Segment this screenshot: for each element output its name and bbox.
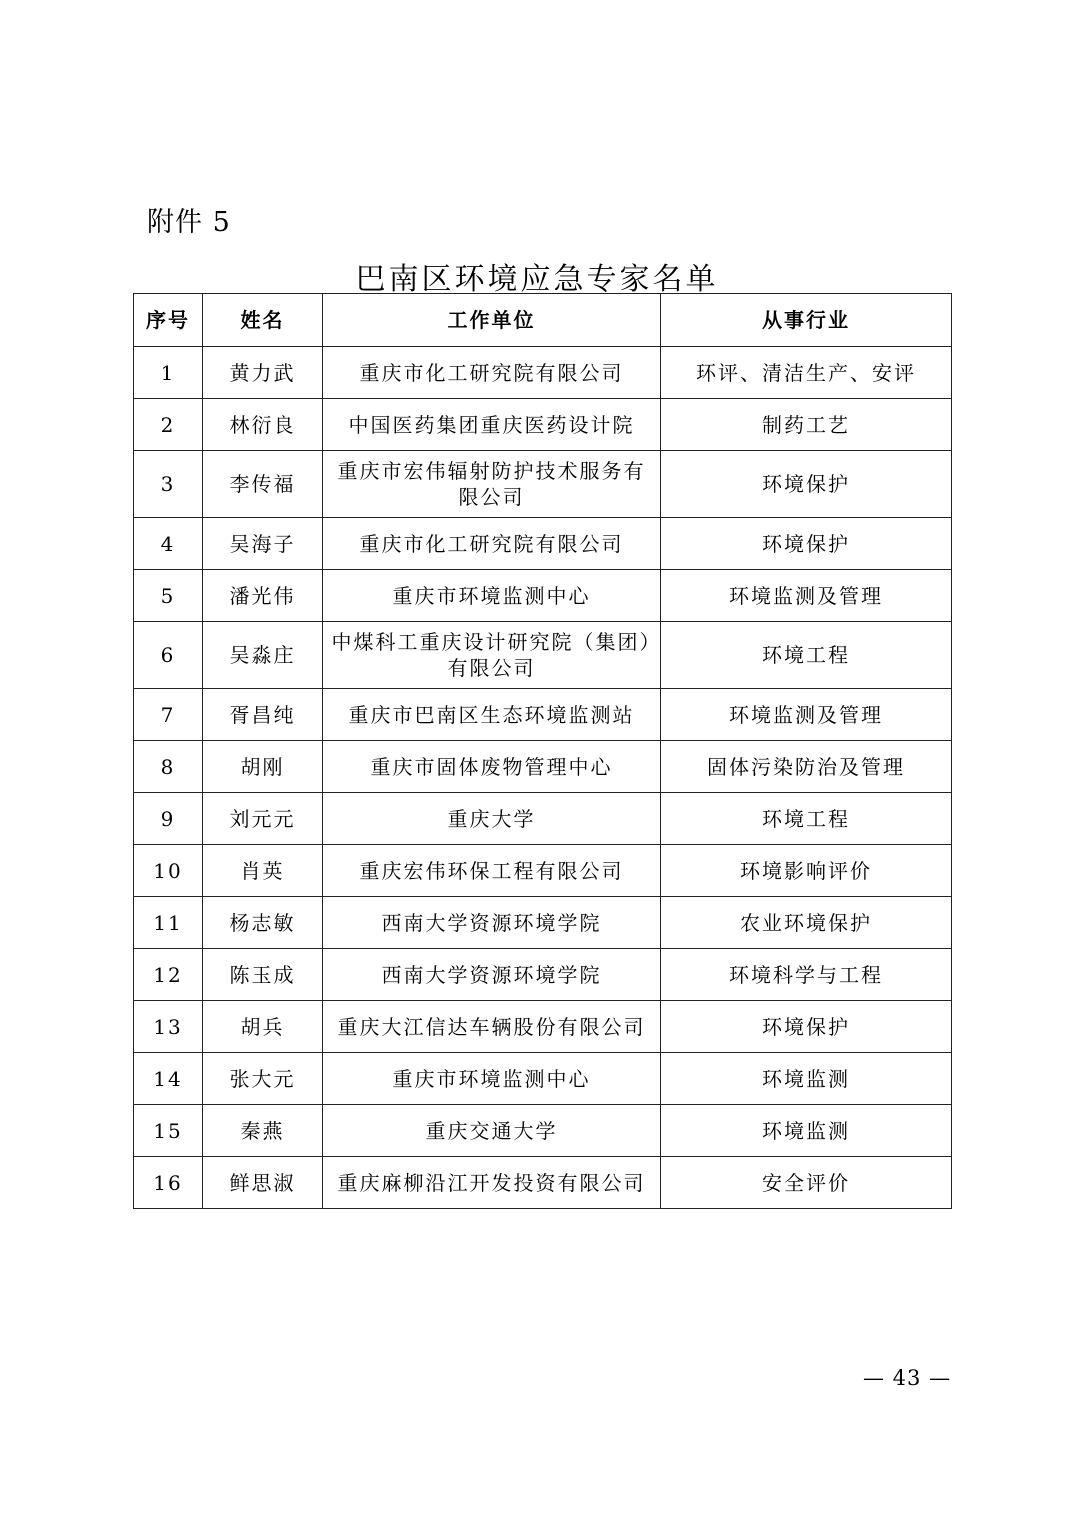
cell-name: 吴淼庄 <box>203 622 323 689</box>
cell-no: 16 <box>134 1157 203 1209</box>
cell-unit: 中煤科工重庆设计研究院（集团）有限公司 <box>323 622 661 689</box>
cell-name: 胡刚 <box>203 741 323 793</box>
cell-unit: 重庆大江信达车辆股份有限公司 <box>323 1001 661 1053</box>
table-row <box>134 570 952 622</box>
cell-unit: 重庆市宏伟辐射防护技术服务有限公司 <box>323 451 661 518</box>
cell-no: 10 <box>134 845 203 897</box>
table-row <box>134 897 952 949</box>
cell-industry: 环境保护 <box>661 1001 952 1053</box>
cell-no: 4 <box>134 518 203 570</box>
document-title: 巴南区环境应急专家名单 <box>355 262 719 297</box>
cell-name: 潘光伟 <box>203 570 323 622</box>
cell-industry: 环境监测及管理 <box>661 570 952 622</box>
cell-industry: 制药工艺 <box>661 399 952 451</box>
cell-industry: 固体污染防治及管理 <box>661 741 952 793</box>
cell-industry: 环境保护 <box>661 451 952 518</box>
cell-industry: 环境保护 <box>661 518 952 570</box>
column-header-industry: 从事行业 <box>661 294 952 347</box>
cell-industry: 环境监测及管理 <box>661 689 952 741</box>
cell-name: 张大元 <box>203 1053 323 1105</box>
cell-unit: 重庆宏伟环保工程有限公司 <box>323 845 661 897</box>
cell-no: 12 <box>134 949 203 1001</box>
cell-industry: 环境监测 <box>661 1105 952 1157</box>
table-row <box>134 845 952 897</box>
table-row <box>134 793 952 845</box>
cell-name: 肖英 <box>203 845 323 897</box>
table-row <box>134 622 952 689</box>
cell-industry: 环评、清洁生产、安评 <box>661 347 952 399</box>
page-number: — 43 — <box>863 1366 952 1390</box>
cell-unit: 重庆大学 <box>323 793 661 845</box>
table-row <box>134 689 952 741</box>
table-row <box>134 347 952 399</box>
cell-no: 8 <box>134 741 203 793</box>
cell-unit: 西南大学资源环境学院 <box>323 897 661 949</box>
cell-name: 吴海子 <box>203 518 323 570</box>
cell-unit: 重庆市化工研究院有限公司 <box>323 347 661 399</box>
cell-no: 9 <box>134 793 203 845</box>
table-row <box>134 1157 952 1209</box>
cell-no: 14 <box>134 1053 203 1105</box>
cell-name: 胥昌纯 <box>203 689 323 741</box>
cell-no: 13 <box>134 1001 203 1053</box>
cell-unit: 西南大学资源环境学院 <box>323 949 661 1001</box>
table-row <box>134 399 952 451</box>
cell-no: 6 <box>134 622 203 689</box>
cell-name: 陈玉成 <box>203 949 323 1001</box>
cell-no: 2 <box>134 399 203 451</box>
cell-name: 刘元元 <box>203 793 323 845</box>
table-body <box>134 347 952 1209</box>
cell-industry: 农业环境保护 <box>661 897 952 949</box>
cell-no: 5 <box>134 570 203 622</box>
cell-unit: 重庆麻柳沿江开发投资有限公司 <box>323 1157 661 1209</box>
cell-industry: 环境监测 <box>661 1053 952 1105</box>
cell-industry: 环境科学与工程 <box>661 949 952 1001</box>
cell-name: 秦燕 <box>203 1105 323 1157</box>
expert-table <box>133 293 952 1209</box>
cell-name: 鲜思淑 <box>203 1157 323 1209</box>
cell-unit: 中国医药集团重庆医药设计院 <box>323 399 661 451</box>
column-header-name: 姓名 <box>203 294 323 347</box>
cell-industry: 环境影响评价 <box>661 845 952 897</box>
cell-no: 3 <box>134 451 203 518</box>
cell-name: 李传福 <box>203 451 323 518</box>
cell-no: 1 <box>134 347 203 399</box>
cell-unit: 重庆交通大学 <box>323 1105 661 1157</box>
column-header-unit: 工作单位 <box>323 294 661 347</box>
cell-name: 黄力武 <box>203 347 323 399</box>
column-header-no: 序号 <box>134 294 203 347</box>
cell-unit: 重庆市巴南区生态环境监测站 <box>323 689 661 741</box>
table-row <box>134 518 952 570</box>
cell-unit: 重庆市固体废物管理中心 <box>323 741 661 793</box>
table-row <box>134 1105 952 1157</box>
cell-no: 11 <box>134 897 203 949</box>
cell-name: 杨志敏 <box>203 897 323 949</box>
cell-industry: 环境工程 <box>661 793 952 845</box>
attachment-label: 附件 5 <box>147 207 231 238</box>
cell-industry: 环境工程 <box>661 622 952 689</box>
table-row <box>134 451 952 518</box>
cell-unit: 重庆市环境监测中心 <box>323 570 661 622</box>
cell-no: 7 <box>134 689 203 741</box>
cell-unit: 重庆市化工研究院有限公司 <box>323 518 661 570</box>
table-row <box>134 741 952 793</box>
table-header-row <box>134 294 952 347</box>
cell-name: 胡兵 <box>203 1001 323 1053</box>
cell-industry: 安全评价 <box>661 1157 952 1209</box>
table-row <box>134 949 952 1001</box>
cell-no: 15 <box>134 1105 203 1157</box>
table-row <box>134 1001 952 1053</box>
cell-name: 林衍良 <box>203 399 323 451</box>
table-row <box>134 1053 952 1105</box>
cell-unit: 重庆市环境监测中心 <box>323 1053 661 1105</box>
